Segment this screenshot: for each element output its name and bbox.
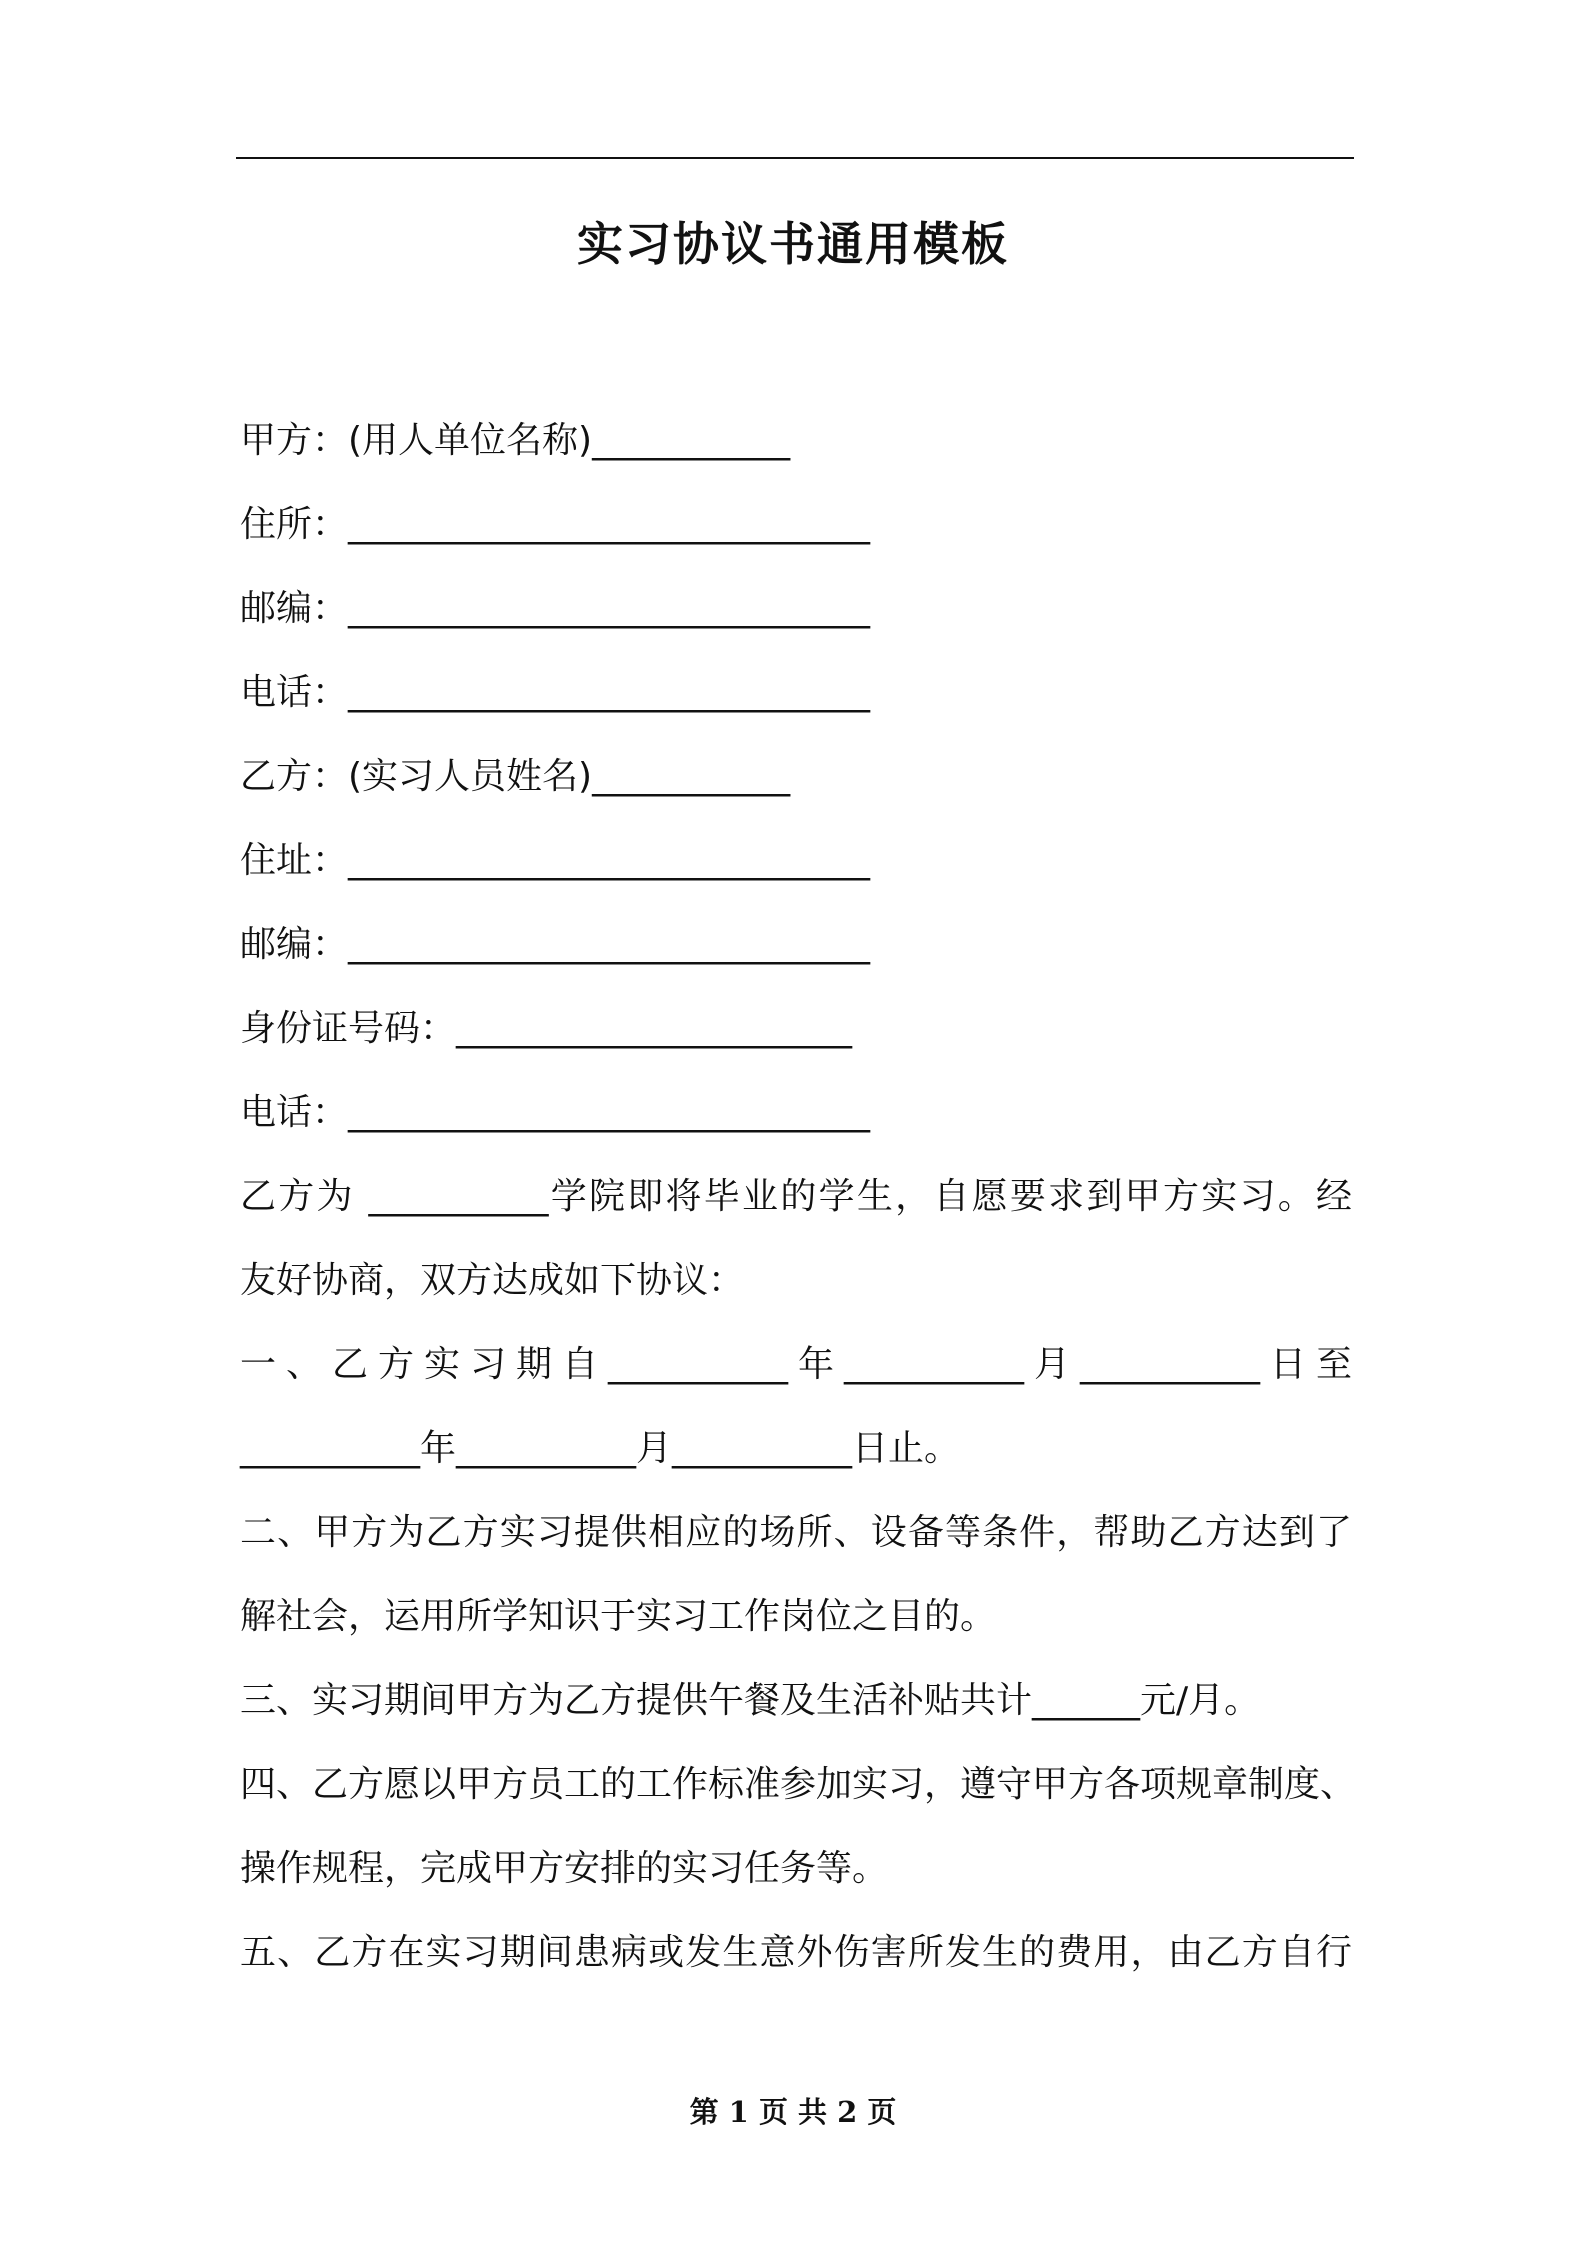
paragraph-intro-line-1: 乙方为 __________学院即将毕业的学生，自愿要求到甲方实习。经: [240, 1176, 1352, 1217]
clause-5-line-1: 五、乙方在实习期间患病或发生意外伤害所发生的费用，由乙方自行: [240, 1932, 1352, 1973]
field-party-a: 甲方：(用人单位名称)___________: [240, 420, 791, 461]
header-rule: [236, 157, 1354, 159]
field-party-b-postcode: 邮编：_____________________________: [240, 924, 871, 965]
field-party-a-phone: 电话：_____________________________: [240, 672, 871, 713]
clause-4-line-1: 四、乙方愿以甲方员工的工作标准参加实习，遵守甲方各项规章制度、: [240, 1764, 1357, 1805]
field-party-b-id-number: 身份证号码：______________________: [240, 1008, 853, 1049]
clause-1-line-1: 一、乙方实习期自__________年__________月__________日至: [240, 1344, 1352, 1385]
document-title: 实习协议书通用模板: [577, 217, 1009, 271]
page-number: 第 1 页 共 2 页: [689, 2095, 897, 2129]
field-party-b-phone: 电话：_____________________________: [240, 1092, 871, 1133]
clause-3: 三、实习期间甲方为乙方提供午餐及生活补贴共计______元/月。: [240, 1680, 1261, 1721]
clause-4-line-2: 操作规程，完成甲方安排的实习任务等。: [240, 1848, 889, 1889]
paragraph-intro-line-2: 友好协商，双方达成如下协议：: [240, 1260, 745, 1301]
clause-2-line-1: 二、甲方为乙方实习提供相应的场所、设备等条件，帮助乙方达到了: [240, 1512, 1352, 1553]
field-party-a-postcode: 邮编：_____________________________: [240, 588, 871, 629]
field-party-a-address: 住所：_____________________________: [240, 504, 871, 545]
field-party-b-address: 住址：_____________________________: [240, 840, 871, 881]
clause-1-line-2: __________年__________月__________日止。: [240, 1428, 961, 1469]
clause-2-line-2: 解社会，运用所学知识于实习工作岗位之目的。: [240, 1596, 997, 1637]
field-party-b: 乙方：(实习人员姓名)___________: [240, 756, 791, 797]
